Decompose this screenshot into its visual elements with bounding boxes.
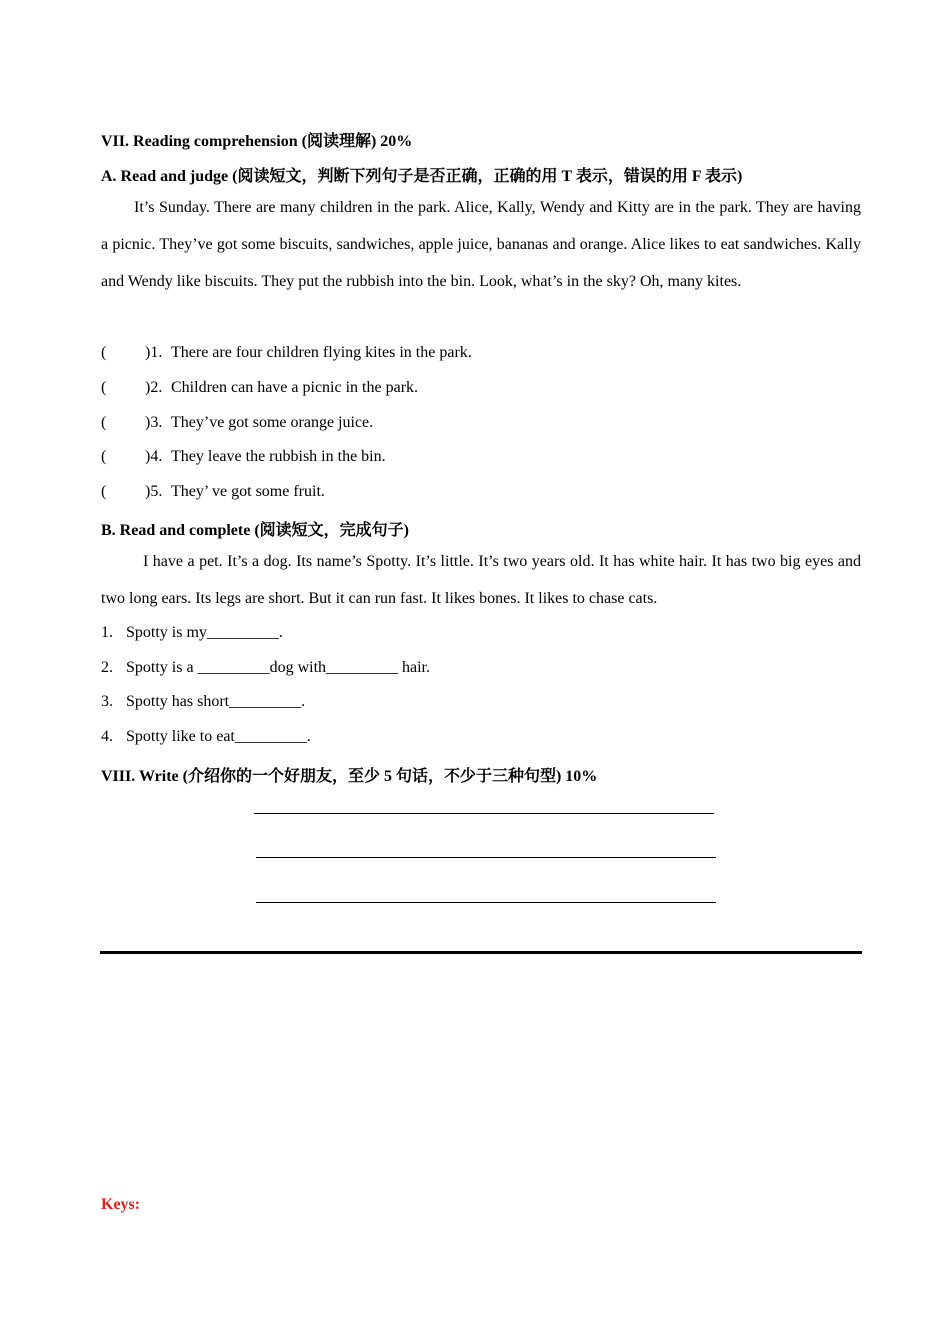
writing-line-1	[254, 813, 714, 814]
section-8-title: VIII. Write (介绍你的一个好朋友，至少 5 句话，不少于三种句型) 10%	[101, 768, 598, 785]
question-number: )1.	[145, 344, 163, 361]
keys-label: Keys:	[101, 1196, 141, 1213]
item-text: Spotty is my_________.	[126, 624, 283, 641]
item-number: 3.	[101, 693, 113, 710]
judge-question-2	[101, 379, 418, 397]
section-divider	[100, 951, 862, 954]
item-text: Spotty is a _________dog with_________ hair.	[126, 659, 430, 676]
answer-blank-open: (	[101, 448, 107, 465]
judge-question-3	[101, 414, 373, 432]
question-number: )3.	[145, 414, 163, 431]
part-b-title: B. Read and complete (阅读短文，完成句子)	[101, 522, 409, 539]
question-text: They’ve got some orange juice.	[171, 414, 374, 431]
question-text: They leave the rubbish in the bin.	[171, 448, 386, 465]
judge-question-1	[101, 344, 472, 362]
complete-item-3	[101, 693, 305, 711]
section-7-title: VII. Reading comprehension (阅读理解) 20%	[101, 133, 413, 150]
item-text: Spotty has short_________.	[126, 693, 306, 710]
question-number: )4.	[145, 448, 163, 465]
question-number: )5.	[145, 483, 163, 500]
question-text: They’ ve got some fruit.	[171, 483, 325, 500]
item-text: Spotty like to eat_________.	[126, 728, 311, 745]
item-number: 4.	[101, 728, 113, 745]
question-number: )2.	[145, 379, 163, 396]
answer-blank-open: (	[101, 344, 107, 361]
part-a-passage: It’s Sunday. There are many children in the park. Alice, Kally, Wendy and Kitty are in the park. They are having a picnic. They’ve got some biscuits, sandwiches, apple juice, bananas and orange. Alice likes to eat sandwiches. Kally and Wendy like biscuits. They put the rubbish into the bin. Look, what’s in the sky? Oh, many kites.	[101, 199, 861, 290]
writing-line-3	[256, 902, 716, 903]
answer-blank-open: (	[101, 414, 107, 431]
question-text: There are four children flying kites in the park.	[171, 344, 472, 361]
judge-question-4	[101, 448, 386, 466]
question-text: Children can have a picnic in the park.	[171, 379, 419, 396]
item-number: 2.	[101, 659, 113, 676]
complete-item-2	[101, 659, 430, 677]
answer-blank-open: (	[101, 483, 107, 500]
writing-line-2	[256, 857, 716, 858]
answer-blank-open: (	[101, 379, 107, 396]
judge-question-5	[101, 483, 325, 501]
part-a-title: A. Read and judge (阅读短文，判断下列句子是否正确，正确的用 T 表示，错误的用 F 表示)	[101, 168, 743, 185]
complete-item-1	[101, 624, 283, 642]
complete-item-4	[101, 728, 311, 746]
item-number: 1.	[101, 624, 113, 641]
part-b-passage: I have a pet. It’s a dog. Its name’s Spotty. It’s little. It’s two years old. It has white hair. It has two big eyes and two long ears. Its legs are short. But it can run fast. It likes bones. It likes to chase cats.	[101, 553, 861, 607]
